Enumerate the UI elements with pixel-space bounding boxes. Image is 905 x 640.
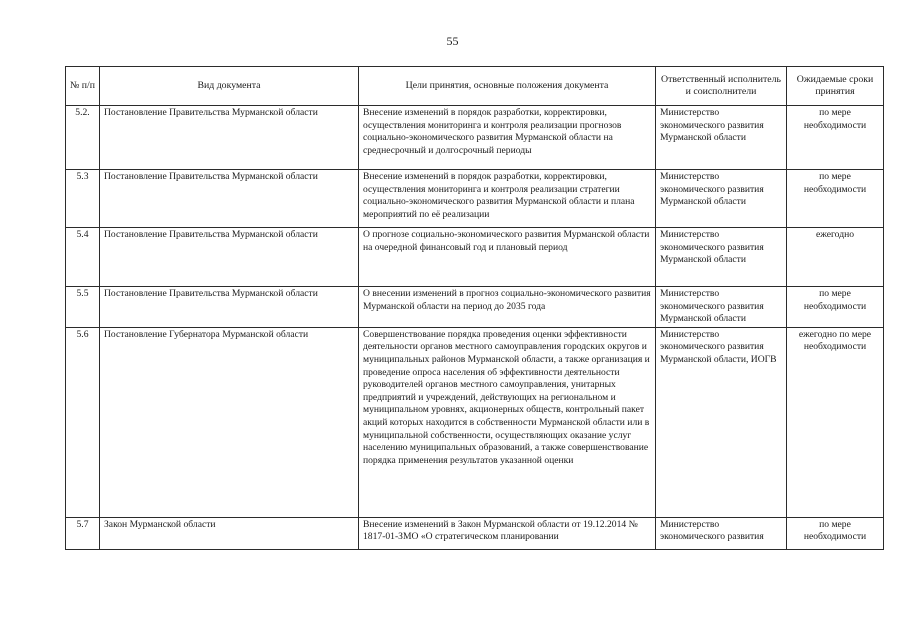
row-document-type: Постановление Правительства Мурманской области [100, 287, 359, 328]
row-document-type: Постановление Губернатора Мурманской области [100, 327, 359, 517]
row-goal: О внесении изменений в прогноз социально-экономического развития Мурманской области на период до 2035 года [359, 287, 656, 328]
row-responsible: Министерство экономического развития Мурманской области [656, 106, 787, 170]
row-number: 5.3 [66, 170, 100, 228]
row-deadline: по мере необходимости [787, 170, 884, 228]
row-number: 5.5 [66, 287, 100, 328]
table-row [66, 170, 884, 228]
table-header-row [66, 67, 884, 106]
page-number: 55 [446, 34, 459, 48]
row-number: 5.2. [66, 106, 100, 170]
row-responsible: Министерство экономического развития Мурманской области [656, 287, 787, 328]
row-responsible: Министерство экономического развития Мурманской области, ИОГВ [656, 327, 787, 517]
row-document-type: Постановление Правительства Мурманской области [100, 170, 359, 228]
row-goal: Совершенствование порядка проведения оценки эффективности деятельности органов местного самоуправления городских округов и муниципальных районов Мурманской области, а также организация и проведение опроса населения об эффективности деятельности руководителей органов местного самоуправления, унитарных предприятий и учреждений, действующих на региональном и муниципальном уровнях, акционерных обществ, контрольный пакет акций которых находится в собственности Мурманской области или в муниципальной собственности, осуществляющих оказание услуг населению муниципальных образований, а также совершенствование порядка применения результатов указанной оценки [359, 327, 656, 517]
table-row [66, 106, 884, 170]
row-goal: Внесение изменений в порядок разработки, корректировки, осуществления мониторинга и контроля реализации прогнозов социально-экономического развития Мурманской области на среднесрочный и долгосрочный периоды [359, 106, 656, 170]
row-deadline: по мере необходимости [787, 517, 884, 549]
header-number: № п/п [66, 67, 100, 106]
row-document-type: Закон Мурманской области [100, 517, 359, 549]
table-row [66, 327, 884, 517]
header-responsible: Ответственный исполнитель и соисполнители [656, 67, 787, 106]
header-deadline: Ожидаемые сроки принятия [787, 67, 884, 106]
row-deadline: ежегодно [787, 228, 884, 287]
row-goal: Внесение изменений в Закон Мурманской области от 19.12.2014 № 1817-01-ЗМО «О стратегическом планировании [359, 517, 656, 549]
planning-documents-table [65, 66, 884, 550]
row-goal: О прогнозе социально-экономического развития Мурманской области на очередной финансовый год и плановый период [359, 228, 656, 287]
row-deadline: по мере необходимости [787, 106, 884, 170]
row-responsible: Министерство экономического развития Мурманской области [656, 228, 787, 287]
row-document-type: Постановление Правительства Мурманской области [100, 228, 359, 287]
row-responsible: Министерство экономического развития Мурманской области [656, 170, 787, 228]
row-goal: Внесение изменений в порядок разработки, корректировки, осуществления мониторинга и контроля реализации стратегии социально-экономического развития Мурманской области и плана мероприятий по её реализации [359, 170, 656, 228]
row-number: 5.6 [66, 327, 100, 517]
header-document-type: Вид документа [100, 67, 359, 106]
table-row [66, 287, 884, 328]
row-number: 5.7 [66, 517, 100, 549]
table-row [66, 517, 884, 549]
row-deadline: по мере необходимости [787, 287, 884, 328]
row-responsible: Министерство экономического развития [656, 517, 787, 549]
table-row [66, 228, 884, 287]
row-document-type: Постановление Правительства Мурманской области [100, 106, 359, 170]
row-number: 5.4 [66, 228, 100, 287]
row-deadline: ежегодно по мере необходимости [787, 327, 884, 517]
header-goals: Цели принятия, основные положения документа [359, 67, 656, 106]
